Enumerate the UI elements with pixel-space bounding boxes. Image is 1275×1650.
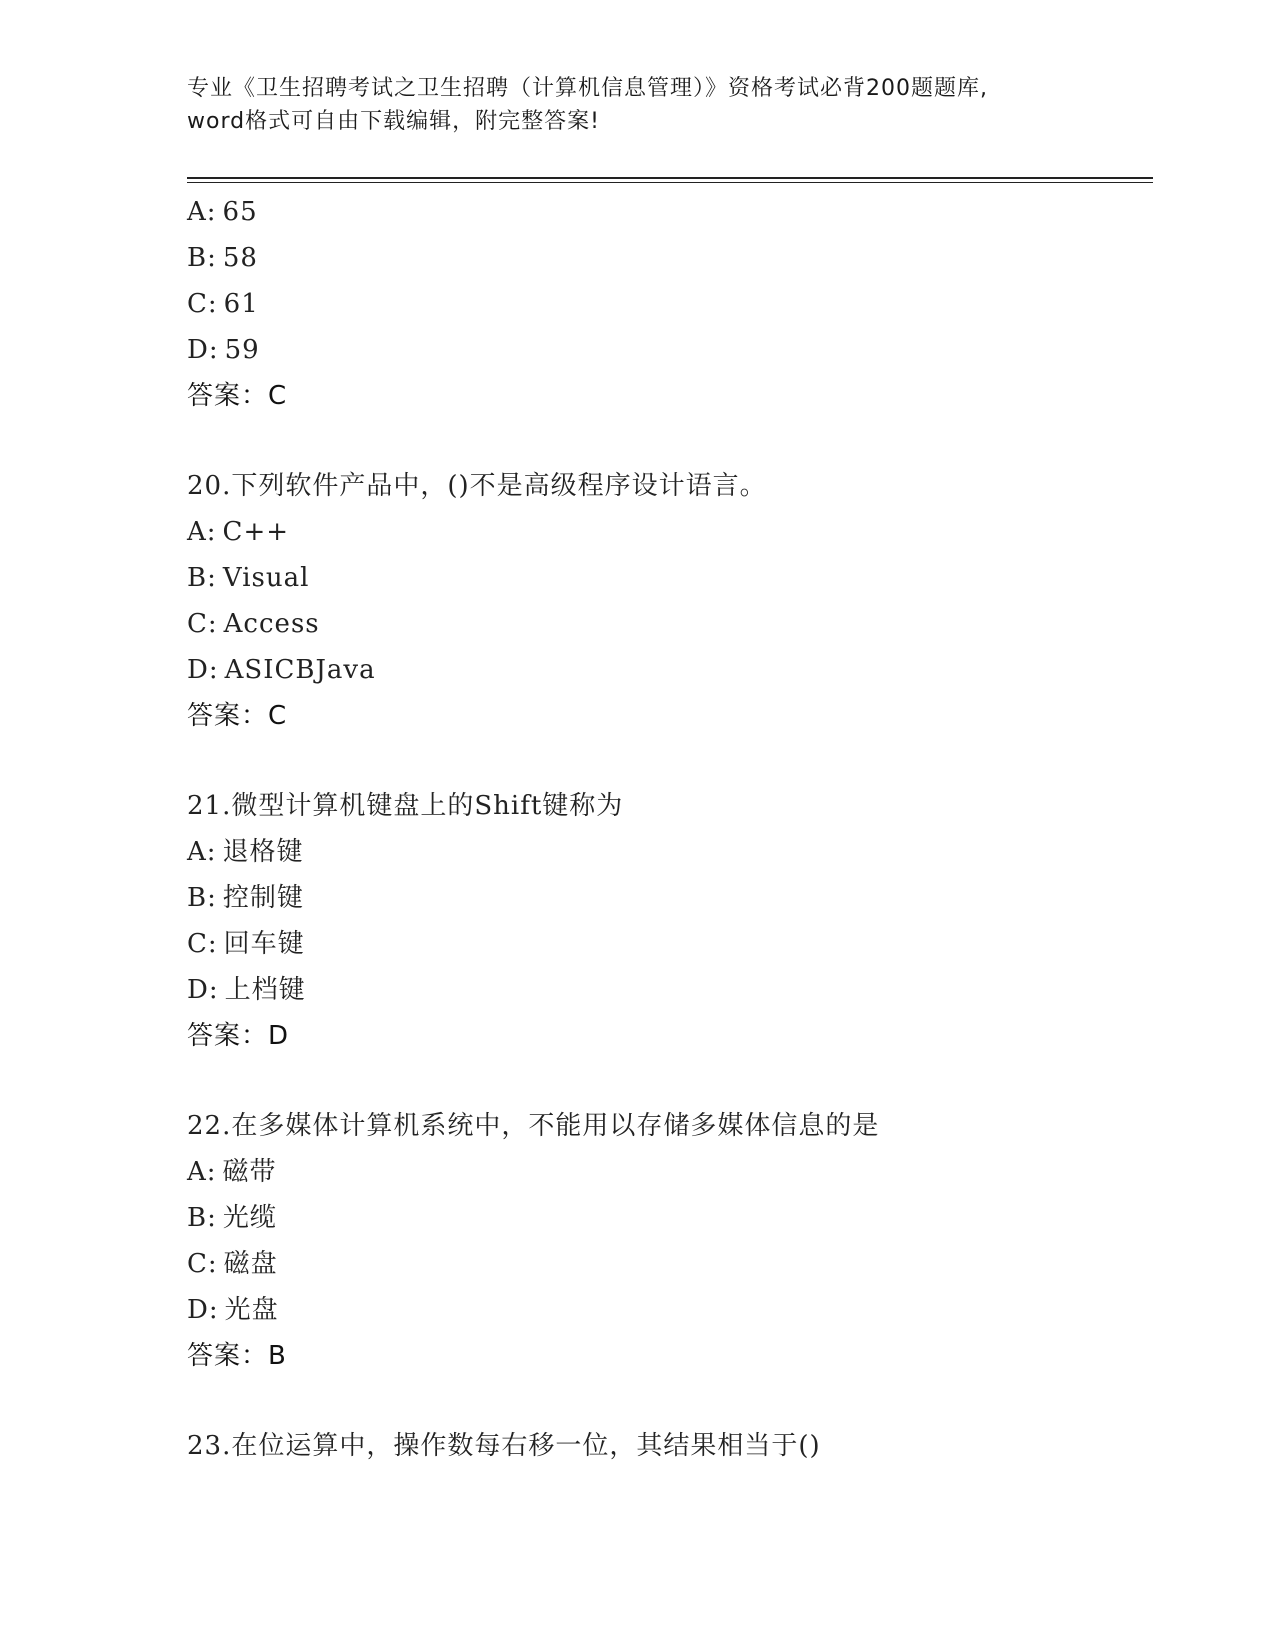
option-c: C: 回车键 <box>187 929 305 959</box>
option-a: A: 退格键 <box>187 837 304 867</box>
question-text: 20.下列软件产品中，()不是高级程序设计语言。 <box>187 471 767 501</box>
question-text: 23.在位运算中，操作数每右移一位，其结果相当于() <box>187 1431 821 1461</box>
option-c: C: 61 <box>187 289 259 319</box>
question-22 <box>187 1103 1147 1379</box>
question-21 <box>187 783 1147 1059</box>
option-a: A: 磁带 <box>187 1157 277 1187</box>
header-line-2: word格式可自由下载编辑，附完整答案! <box>187 109 600 134</box>
question-list <box>187 189 1147 1469</box>
option-c: C: 磁盘 <box>187 1249 278 1279</box>
option-d: D: 上档键 <box>187 975 306 1005</box>
header-line-1: 专业《卫生招聘考试之卫生招聘（计算机信息管理）》资格考试必背200题题库, <box>187 76 988 101</box>
question-19 <box>187 189 1147 419</box>
option-c: C: Access <box>187 609 320 639</box>
option-d: D: 59 <box>187 335 260 365</box>
answer-line: 答案：C <box>187 381 288 411</box>
option-b: B: 58 <box>187 243 258 273</box>
answer-line: 答案：C <box>187 701 288 731</box>
option-b: B: 光缆 <box>187 1203 277 1233</box>
document-header <box>187 72 1087 138</box>
question-text: 21.微型计算机键盘上的Shift键称为 <box>187 791 624 821</box>
header-divider-thick <box>187 177 1153 179</box>
question-23 <box>187 1423 1147 1469</box>
option-a: A: C++ <box>187 517 290 547</box>
answer-line: 答案：D <box>187 1021 290 1051</box>
option-a: A: 65 <box>187 197 258 227</box>
question-20 <box>187 463 1147 739</box>
answer-line: 答案：B <box>187 1341 287 1371</box>
header-divider-thin <box>187 182 1153 183</box>
option-b: B: Visual <box>187 563 310 593</box>
question-text: 22.在多媒体计算机系统中，不能用以存储多媒体信息的是 <box>187 1111 880 1141</box>
option-b: B: 控制键 <box>187 883 304 913</box>
option-d: D: ASICBJava <box>187 655 376 685</box>
option-d: D: 光盘 <box>187 1295 279 1325</box>
